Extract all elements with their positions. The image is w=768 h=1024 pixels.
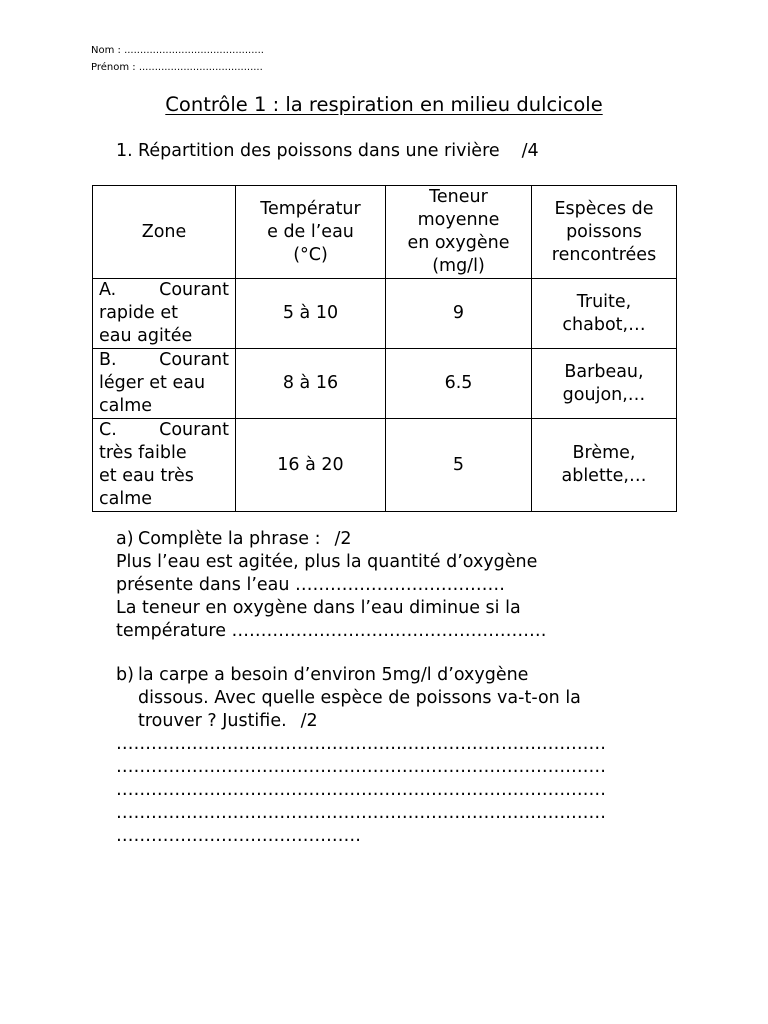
header-temperature-line: (°C) bbox=[293, 244, 328, 265]
header-species-line: poissons bbox=[566, 221, 642, 242]
header-oxygen-line: en oxygène bbox=[407, 233, 510, 253]
part-a-points: /2 bbox=[334, 529, 352, 549]
zone-line: léger et eau bbox=[99, 373, 206, 393]
header-zone-line: Zone bbox=[141, 221, 187, 242]
zone-first-word: Courant bbox=[159, 420, 229, 440]
zone-first-word: Courant bbox=[159, 280, 229, 300]
oxygen-cell: 9 bbox=[386, 279, 532, 349]
header-species-line: Espèces de bbox=[554, 198, 654, 219]
prenom-field: Prénom : ....................................... bbox=[91, 62, 263, 73]
species-line: chabot,… bbox=[562, 314, 646, 335]
zone-line: eau agitée bbox=[99, 326, 193, 346]
answer-line: …………………………………… bbox=[116, 826, 361, 846]
header-oxygen bbox=[386, 186, 532, 279]
header-species bbox=[532, 186, 677, 279]
part-a-prompt-line bbox=[116, 528, 547, 551]
zone-first-line bbox=[99, 419, 229, 442]
table-row bbox=[93, 419, 677, 512]
header-oxygen-line: Teneur bbox=[429, 187, 488, 207]
header-zone bbox=[93, 186, 236, 279]
header-species-line: rencontrées bbox=[551, 244, 657, 265]
part-b-line-with-points bbox=[116, 710, 606, 733]
zone-line: rapide et bbox=[99, 303, 178, 323]
species-line: Barbeau, bbox=[564, 361, 644, 382]
zone-line: très faible bbox=[99, 443, 187, 463]
zone-cell bbox=[93, 279, 236, 349]
zone-letter: B. bbox=[99, 350, 117, 370]
answer-line: ………………………………………………………………………… bbox=[116, 734, 606, 754]
species-line: Brème, bbox=[572, 443, 636, 463]
header-temperature bbox=[236, 186, 386, 279]
part-a bbox=[116, 528, 547, 643]
table-row bbox=[93, 279, 677, 349]
part-a-line: température ……………………………………………… bbox=[116, 621, 547, 641]
answer-line: ………………………………………………………………………… bbox=[116, 757, 606, 777]
page-title-text: Contrôle 1 : la respiration en milieu dulcicole bbox=[165, 93, 603, 116]
zone-line: et eau très bbox=[99, 466, 194, 486]
question-1-number: 1. bbox=[116, 141, 133, 161]
oxygen-cell: 5 bbox=[386, 419, 532, 512]
zone-first-word: Courant bbox=[159, 350, 229, 370]
answer-line: ………………………………………………………………………… bbox=[116, 803, 606, 823]
answer-line: ………………………………………………………………………… bbox=[116, 780, 606, 800]
temperature-cell: 5 à 10 bbox=[236, 279, 386, 349]
zone-line: calme bbox=[99, 396, 153, 416]
zone-cell bbox=[93, 349, 236, 419]
question-1-points: /4 bbox=[521, 141, 539, 161]
part-b-first-text: la carpe a besoin d’environ 5mg/l d’oxygène bbox=[138, 665, 529, 685]
part-b-line-text: trouver ? Justifie. bbox=[138, 711, 287, 731]
question-1 bbox=[116, 139, 539, 163]
temperature-cell: 8 à 16 bbox=[236, 349, 386, 419]
species-cell bbox=[532, 279, 677, 349]
header-temperature-line: e de l’eau bbox=[267, 221, 354, 242]
zone-letter: C. bbox=[99, 420, 117, 440]
table-header-row bbox=[93, 186, 677, 279]
part-b-line: dissous. Avec quelle espèce de poissons va-t-on la bbox=[138, 688, 581, 708]
part-b bbox=[116, 664, 606, 848]
part-a-line: Plus l’eau est agitée, plus la quantité d’oxygène bbox=[116, 552, 538, 572]
part-b-first-line bbox=[116, 664, 606, 687]
page-title bbox=[0, 92, 768, 118]
zone-first-line bbox=[99, 349, 229, 372]
zone-line: calme bbox=[99, 489, 153, 509]
part-b-label: b) bbox=[116, 665, 134, 685]
part-b-points: /2 bbox=[300, 711, 318, 731]
species-cell bbox=[532, 349, 677, 419]
part-a-prompt: Complète la phrase : bbox=[138, 529, 321, 549]
header-temperature-line: Températur bbox=[260, 198, 361, 219]
header-oxygen-line: moyenne bbox=[417, 210, 500, 230]
zone-first-line bbox=[99, 279, 229, 302]
zone-cell bbox=[93, 419, 236, 512]
nom-field: Nom : ............................................ bbox=[91, 45, 264, 56]
part-a-label: a) bbox=[116, 529, 134, 549]
species-cell bbox=[532, 419, 677, 512]
header-oxygen-line: (mg/l) bbox=[432, 256, 485, 276]
table-row bbox=[93, 349, 677, 419]
species-line: ablette,… bbox=[561, 466, 647, 486]
oxygen-cell: 6.5 bbox=[386, 349, 532, 419]
part-a-line: La teneur en oxygène dans l’eau diminue si la bbox=[116, 598, 521, 618]
species-line: Truite, bbox=[576, 291, 632, 312]
temperature-cell: 16 à 20 bbox=[236, 419, 386, 512]
zone-letter: A. bbox=[99, 280, 117, 300]
question-1-text: Répartition des poissons dans une rivière bbox=[138, 141, 500, 161]
part-a-line: présente dans l’eau ……………………………… bbox=[116, 575, 506, 595]
fish-distribution-table bbox=[92, 185, 677, 512]
species-line: goujon,… bbox=[562, 384, 646, 405]
